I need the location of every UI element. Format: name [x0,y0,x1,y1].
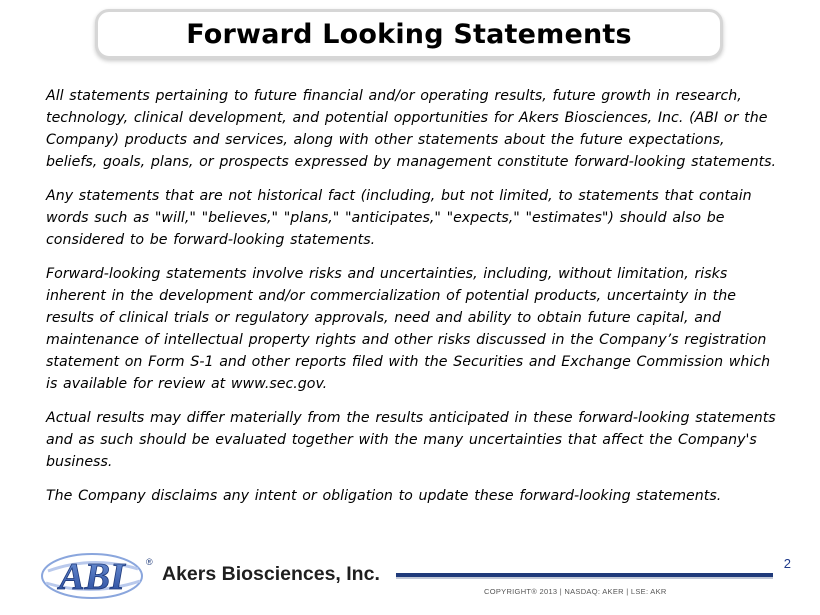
paragraph-forward-looking-definition: All statements pertaining to future financial and/or operating results, future growth in research, technology, clinical development, and potential opportunities for Akers Biosciences, Inc. (ABI or the Company) products and services, along with other statements about the future expectations, beliefs, goals, plans, or prospects expressed by management constitute forward-looking statements. [46,88,777,170]
page-number: 2 [783,556,791,571]
paragraph-non-historical-statements: Any statements that are not historical fact (including, but not limited, to statements that contain words such as "will," "believes," "plans," "anticipates," "expects," "estimates") should also be considered to be forward-looking statements. [46,188,752,248]
company-name: Akers Biosciences, Inc. [162,563,380,585]
logo-letters: ABI [59,556,125,598]
paragraph-disclaimer: The Company disclaims any intent or obligation to update these forward-looking statements. [46,488,722,504]
abi-logo [38,551,154,601]
footer-divider-shadow [396,577,773,579]
title-box [95,9,723,59]
statement-body [46,85,780,519]
copyright-notice: COPYRIGHT® 2013 | NASDAQ: AKER | LSE: AKR [484,587,667,596]
paragraph-risks-uncertainties: Forward-looking statements involve risks and uncertainties, including, without limitation, risks inherent in the development and/or commercialization of potential products, uncertainty in the results of clinical trials or regulatory approvals, need and ability to obtain future capital, and maintenance of intellectual property rights and other risks discussed in the Company’s registration statement on Form S-1 and other reports filed with the Securities and Exchange Commission which is available for review at www.sec.gov. [46,266,771,392]
paragraph-actual-results: Actual results may differ materially from the results anticipated in these forward-looking statements and as such should be evaluated together with the many uncertainties that affect the Company's business. [46,410,776,470]
page-title: Forward Looking Statements [186,18,632,50]
registered-mark: ® [146,557,153,567]
